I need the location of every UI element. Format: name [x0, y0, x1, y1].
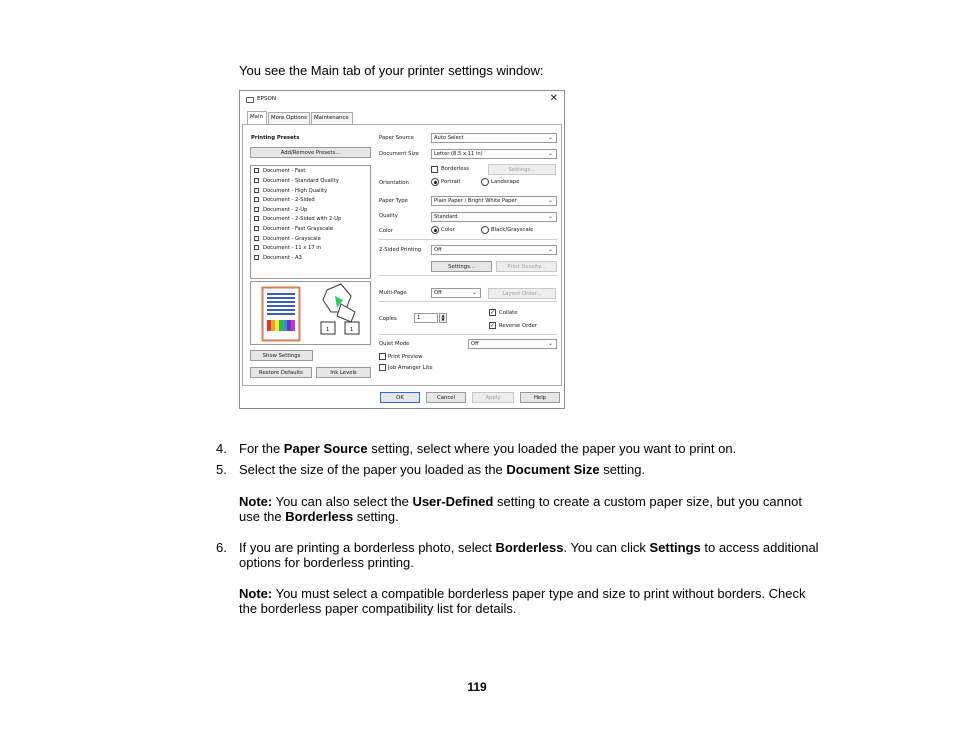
divider	[379, 301, 557, 302]
text-span: setting.	[353, 509, 399, 524]
multipage-value: Off	[434, 290, 442, 296]
preset-item[interactable]	[254, 255, 302, 261]
quiet-mode-select[interactable]	[468, 339, 557, 349]
preset-label: Document - Fast Grayscale	[263, 226, 333, 232]
chevron-down-icon: ⌄	[547, 213, 553, 220]
printing-presets-label: Printing Presets	[251, 135, 300, 141]
step-number: 5.	[216, 462, 227, 477]
printer-icon	[246, 97, 254, 103]
copies-value: 1	[417, 315, 421, 321]
orientation-label: Orientation	[379, 180, 409, 186]
two-sided-settings-button[interactable]: Settings...	[431, 261, 492, 272]
chevron-down-icon: ⌄	[547, 246, 553, 253]
two-sided-label: 2-Sided Printing	[379, 247, 422, 253]
paper-type-label: Paper Type	[379, 198, 408, 204]
bold-term: Settings	[649, 540, 701, 555]
tab-main[interactable]: Main	[247, 111, 267, 124]
dialog-title: EPSON	[257, 96, 277, 102]
chevron-down-icon: ⌄	[547, 340, 553, 347]
document-icon	[254, 216, 259, 221]
preset-item[interactable]	[254, 197, 315, 203]
note-label: Note:	[239, 586, 273, 601]
reverse-order-checkbox[interactable]: ✓	[490, 322, 496, 329]
print-preview-label: Print Preview	[388, 354, 423, 360]
color-option-label: Color	[441, 227, 455, 233]
tab-more-options[interactable]: More Options	[268, 112, 310, 124]
paper-source-value: Auto Select	[434, 135, 464, 141]
text-span: You must select a compatible borderless paper type and size to print without borders. Check the borderless paper compatibility list for details.	[239, 586, 806, 616]
document-icon	[254, 245, 259, 250]
preview-illustration	[251, 282, 372, 346]
main-panel	[242, 124, 562, 386]
print-preview-graphic	[250, 281, 371, 345]
bold-term: Borderless	[495, 540, 564, 555]
divider	[379, 239, 557, 240]
ink-levels-button[interactable]: Ink Levels	[316, 367, 371, 378]
portrait-label: Portrait	[441, 179, 461, 185]
black-grayscale-label: Black/Grayscale	[491, 227, 534, 233]
chevron-down-icon: ⌄	[471, 289, 477, 296]
bold-term: Borderless	[285, 509, 354, 524]
quality-value: Standard	[434, 214, 458, 220]
document-size-value: Letter (8.5 x 11 in)	[434, 151, 483, 157]
landscape-label: Landscape	[491, 179, 520, 185]
text-span: . You can click	[563, 540, 650, 555]
bold-term: Document Size	[506, 462, 600, 477]
apply-button[interactable]: Apply	[472, 392, 514, 403]
copies-label: Copies	[379, 316, 397, 322]
preset-item[interactable]	[254, 216, 341, 222]
collate-label: Collate	[499, 310, 518, 316]
chevron-down-icon: ⌄	[547, 134, 553, 141]
print-preview-checkbox[interactable]	[379, 353, 386, 360]
bold-term: User-Defined	[412, 494, 494, 509]
document-size-label: Document Size	[379, 151, 419, 157]
preset-label: Document - 11 x 17 in	[263, 245, 321, 251]
step-5-text	[239, 462, 819, 477]
paper-type-select[interactable]	[431, 196, 557, 206]
document-icon	[254, 197, 259, 202]
preset-item[interactable]	[254, 178, 339, 184]
multipage-label: Multi-Page	[379, 290, 407, 296]
portrait-radio[interactable]	[431, 178, 439, 186]
quality-label: Quality	[379, 213, 398, 219]
layout-order-button[interactable]: Layout Order...	[488, 288, 556, 299]
show-settings-button[interactable]: Show Settings	[250, 350, 313, 361]
chevron-down-icon: ⌄	[547, 150, 553, 157]
reverse-order-label: Reverse Order	[499, 323, 538, 329]
text-span: Select the size of the paper you loaded as the	[239, 462, 507, 477]
two-sided-select[interactable]	[431, 245, 557, 255]
document-icon	[254, 188, 259, 193]
note-1	[239, 494, 819, 524]
intro-text: You see the Main tab of your printer settings window:	[239, 63, 544, 78]
preset-label: Document - Standard Quality	[263, 178, 339, 184]
step-number: 6.	[216, 540, 227, 555]
print-density-button[interactable]: Print Density...	[496, 261, 557, 272]
document-icon	[254, 255, 259, 260]
document-icon	[254, 168, 259, 173]
preset-item[interactable]	[254, 226, 333, 232]
text-span: to access additional options for borderless printing.	[239, 540, 819, 570]
preset-item[interactable]	[254, 188, 327, 194]
document-icon	[254, 207, 259, 212]
preset-label: Document - Grayscale	[263, 236, 321, 242]
preset-label: Document - 2-Sided with 2-Up	[263, 216, 342, 222]
document-size-select[interactable]	[431, 149, 557, 159]
help-button[interactable]: Help	[520, 392, 560, 403]
collate-checkbox[interactable]: ✓	[490, 309, 496, 316]
bold-term: Paper Source	[283, 441, 368, 456]
divider	[379, 275, 557, 276]
preset-label: Document - High Quality	[263, 188, 328, 194]
printer-settings-dialog	[239, 90, 565, 409]
page-number: 119	[467, 680, 487, 694]
multipage-select[interactable]	[431, 288, 481, 298]
landscape-radio[interactable]	[481, 178, 489, 186]
borderless-checkbox[interactable]	[431, 166, 438, 173]
tab-maintenance[interactable]: Maintenance	[311, 112, 353, 124]
dialog-titlebar	[240, 91, 564, 108]
preset-item[interactable]	[254, 245, 321, 251]
quiet-mode-value: Off	[471, 341, 479, 347]
text-span: setting to create a custom paper size, but you cannot use the	[239, 494, 802, 524]
text-span: setting, select where you loaded the paper you want to print on.	[367, 441, 737, 456]
text-span: For the	[239, 441, 284, 456]
note-2	[239, 586, 819, 616]
presets-list	[250, 165, 371, 279]
text-span: You can also select the	[272, 494, 413, 509]
document-icon	[254, 226, 259, 231]
chevron-down-icon: ⌄	[547, 197, 553, 204]
preset-item[interactable]	[254, 236, 321, 242]
paper-source-select[interactable]	[431, 133, 557, 143]
step-number: 4.	[216, 441, 227, 456]
document-icon	[254, 236, 259, 241]
paper-type-value: Plain Paper / Bright White Paper	[434, 198, 517, 204]
note-label: Note:	[239, 494, 273, 509]
color-label: Color	[379, 228, 393, 234]
ok-button[interactable]: OK	[380, 392, 420, 403]
copies-input[interactable]	[414, 313, 438, 323]
preset-label: Document - Fast	[263, 168, 306, 174]
paper-source-label: Paper Source	[379, 135, 414, 141]
borderless-settings-button[interactable]: Settings...	[488, 164, 556, 175]
close-icon[interactable]: ✕	[549, 93, 558, 104]
restore-defaults-button[interactable]: Restore Defaults	[250, 367, 312, 378]
svg-text:1: 1	[326, 327, 330, 333]
preset-label: Document - 2-Sided	[263, 197, 315, 203]
two-sided-value: Off	[434, 247, 442, 253]
job-arranger-checkbox[interactable]	[379, 364, 386, 371]
preset-item[interactable]	[254, 168, 305, 174]
step-4-text	[239, 441, 819, 456]
svg-text:1: 1	[350, 327, 354, 333]
quiet-mode-label: Quiet Mode	[379, 341, 410, 347]
black-grayscale-radio[interactable]	[481, 226, 489, 234]
job-arranger-label: Job Arranger Lite	[388, 365, 433, 371]
borderless-label: Borderless	[441, 166, 470, 172]
quality-select[interactable]	[431, 212, 557, 222]
text-span: If you are printing a borderless photo, select	[239, 540, 496, 555]
copies-spinner[interactable]: ▲ ▼	[439, 313, 447, 323]
document-icon	[254, 178, 259, 183]
cancel-button[interactable]: Cancel	[426, 392, 466, 403]
text-span: setting.	[599, 462, 646, 477]
color-radio[interactable]	[431, 226, 439, 234]
step-6-text	[239, 540, 819, 570]
preset-label: Document - 2-Up	[263, 207, 308, 213]
preset-label: Document - A3	[263, 255, 302, 261]
preset-item[interactable]	[254, 207, 307, 213]
add-remove-presets-button[interactable]: Add/Remove Presets...	[250, 147, 371, 158]
divider	[379, 334, 557, 335]
